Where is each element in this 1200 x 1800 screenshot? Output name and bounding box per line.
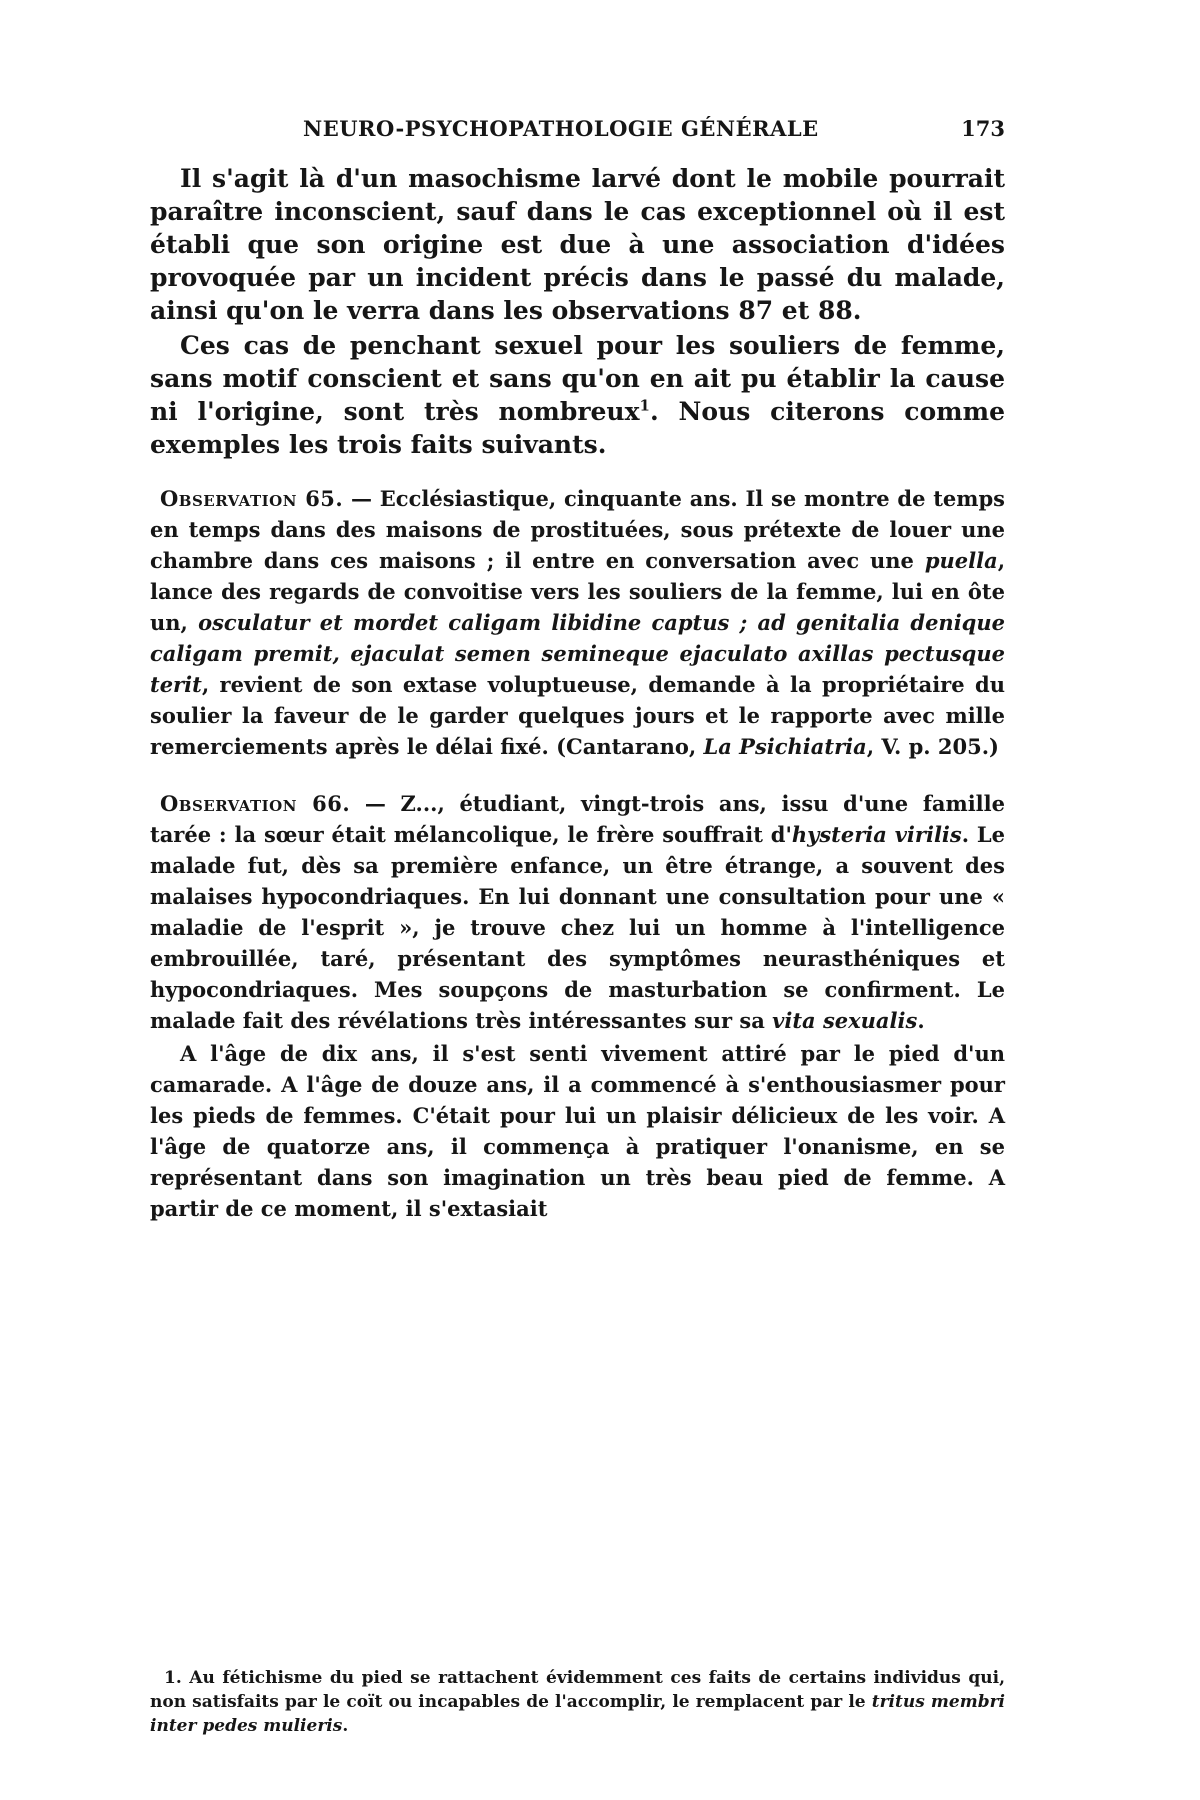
paragraph-text: Ces cas de penchant sexuel pour les souliers de femme, sans motif conscient et sans qu'on en ait pu établir la cause ni l'origine, sont très nombreux: [150, 331, 1005, 426]
observation-65: [150, 483, 1005, 762]
observation-text: — Ecclésiastique, cinquante ans. Il se montre de temps en temps dans des maisons de prostituées, sous prétexte de louer une chambre dans ces maisons ; il entre en conversation avec une: [150, 486, 1005, 573]
footnote: [150, 1666, 1005, 1738]
footnote-text: [150, 1666, 1005, 1738]
observation-66: [150, 788, 1005, 1036]
footnote-body: .: [342, 1716, 349, 1736]
paragraph-text: . Nous citerons comme exemples les trois faits suivants.: [150, 397, 1005, 459]
footnote-number: 1.: [164, 1668, 182, 1688]
observation-label: Observation 65.: [160, 486, 344, 511]
page-number: 173: [961, 116, 1005, 141]
latin-term: hysteria virilis: [791, 822, 962, 847]
paragraph-text: Il s'agit là d'un masochisme larvé dont le mobile pourrait paraître inconscient, sauf dans le cas exceptionnel où il est établi que son origine est due à une association d'idées provoquée par un incident précis dans le passé du malade, ainsi qu'on le verra dans les observations 87 et 88.: [150, 164, 1005, 325]
footnote-body: Au fétichisme du pied se rattachent évidemment ces faits de certains individus qui, non satisfaits par le coït ou incapables de l'accomplir, le remplacent par le: [150, 1668, 1005, 1712]
observation-text: , lance des regards de convoitise vers les souliers de la femme, lui en ôte un,: [150, 548, 1005, 635]
footnote-reference: 1: [639, 396, 650, 415]
latin-term: vita sexualis: [772, 1008, 918, 1033]
observation-text: . Le malade fut, dès sa première enfance, un être étrange, a souvent des malaises hypocondriaques. En lui donnant une consultation pour une « maladie de l'esprit », je trouve chez lui un homme à l'intelligence embrouillée, taré, présentant des symptômes neurasthéniques et hypocondriaques. Mes soupçons de masturbation se confirment. Le malade fait des révélations très intéressantes sur sa: [150, 822, 1006, 1033]
paragraph-shoe-fetish: [150, 329, 1005, 461]
observation-label: Observation 66.: [160, 791, 351, 816]
running-title: NEURO-PSYCHOPATHOLOGIE GÉNÉRALE: [303, 116, 819, 141]
observation-text: — Z..., étudiant, vingt-trois ans, issu d'une famille tarée : la sœur était mélancolique, le frère souffrait d': [150, 791, 1005, 847]
paragraph-childhood: [150, 1038, 1005, 1224]
paragraph-text: A l'âge de dix ans, il s'est senti vivement attiré par le pied d'un camarade. A l'âge de douze ans, il a commencé à s'enthousiasmer pour les pieds de femmes. C'était pour lui un plaisir délicieux de les voir. A l'âge de quatorze ans, il commença à pratiquer l'onanisme, en se représentant dans son imagination un très beau pied de femme. A partir de ce moment, il s'extasiait: [150, 1041, 1005, 1221]
observation-text: , revient de son extase voluptueuse, demande à la propriétaire du soulier la faveur de le garder quelques jours et le rapporte avec mille remerciements après le délai fixé. (Cantarano,: [150, 672, 1005, 759]
main-text: [150, 162, 1005, 1224]
observation-text: .: [917, 1008, 925, 1033]
latin-term: puella: [924, 548, 998, 573]
paragraph-masochism: [150, 162, 1005, 327]
page-header: [0, 112, 1005, 152]
latin-passage: osculatur et mordet caligam libidine captus ; ad genitalia denique caligam premit, ejaculat semen semineque ejaculato axillas pectusque terit: [150, 610, 1005, 697]
footnote-latin: tritus membri inter pedes mulieris: [150, 1692, 1005, 1736]
journal-title: La Psichiatria: [703, 734, 867, 759]
observation-text: , V. p. 205.): [866, 734, 999, 759]
